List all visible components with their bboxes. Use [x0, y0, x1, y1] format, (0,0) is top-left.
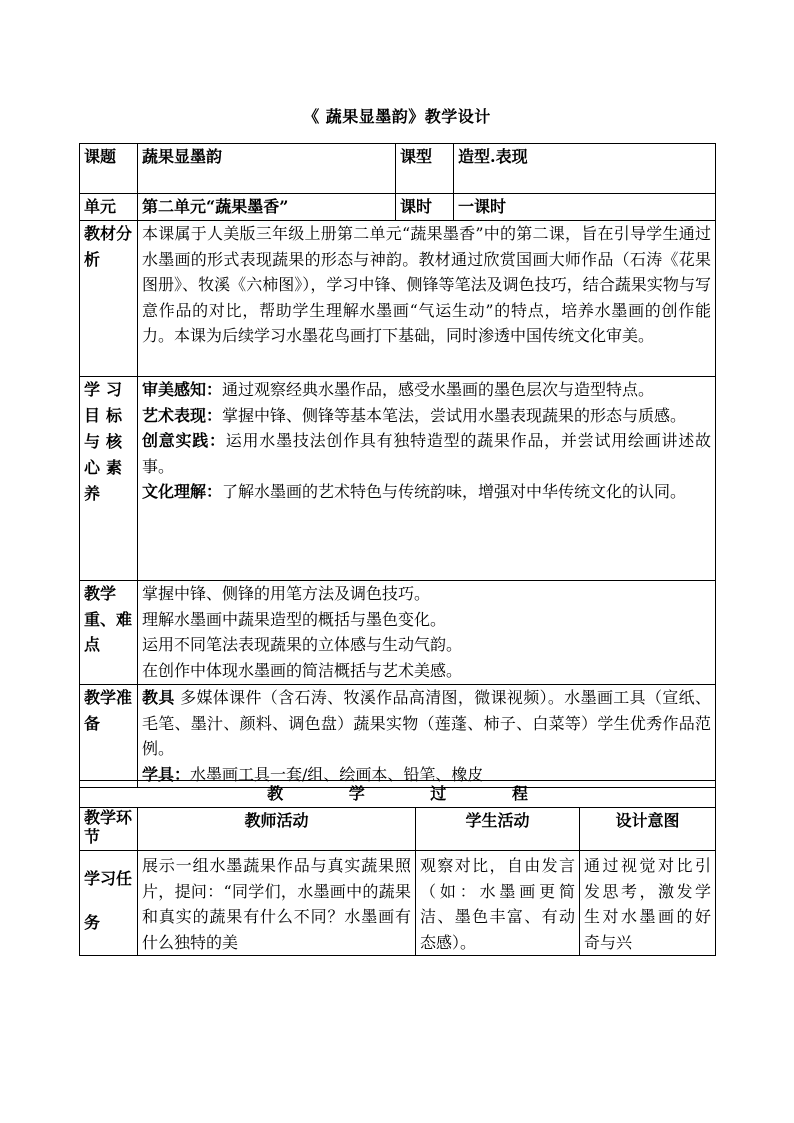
goal-text: 了解水墨画的艺术特色与传统韵味，增强对中华传统文化的认同。	[222, 482, 687, 501]
goal-item	[142, 403, 711, 429]
col-student-header: 学生活动	[416, 808, 580, 851]
goals-content	[138, 377, 716, 581]
process-table	[79, 780, 716, 956]
unit-value: 第二单元“蔬果墨香”	[138, 194, 396, 221]
keypoint-line: 在创作中体现水墨画的简洁概括与艺术美感。	[142, 660, 463, 680]
keypoint-line: 运用不同笔法表现蔬果的立体感与生动气韵。	[142, 635, 463, 654]
process-heading: 教 学 过 程	[80, 781, 716, 808]
col-teacher-header: 教师活动	[138, 808, 416, 851]
goal-head: 创意实践：	[142, 431, 226, 450]
topic-value: 蔬果显墨韵	[138, 144, 396, 194]
col-intent-header: 设计意图	[580, 808, 716, 851]
hours-value: 一课时	[454, 194, 716, 221]
goal-text: 运用水墨技法创作具有独特造型的蔬果作品，并尝试用绘画讲述故事。	[142, 431, 711, 476]
teacher-activity-cell: 展示一组水墨蔬果作品与真实蔬果照片，提问：“同学们，水墨画中的蔬果和真实的蔬果有什么不同？水墨画有什么独特的美	[138, 851, 416, 956]
keypoints-content	[138, 581, 716, 685]
page-title: 《 蔬果显墨韵》教学设计	[303, 107, 491, 126]
prep-content	[138, 685, 716, 788]
keypoints-label: 教学重、难点	[80, 581, 138, 685]
student-activity-cell: 观察对比，自由发言（如：水墨画更简洁、墨色丰富、有动态感）。	[416, 851, 580, 956]
design-intent-cell: 通过视觉对比引发思考，激发学生对水墨画的好奇与兴	[580, 851, 716, 956]
goal-head: 艺术表现：	[142, 405, 223, 425]
goals-label: 学习目标与核心素养	[80, 377, 138, 581]
stage-cell: 学习任务	[80, 851, 138, 956]
goal-head: 文化理解：	[142, 482, 223, 501]
goal-text: 通过观察经典水墨作品，感受水墨画的墨色层次与造型特点。	[222, 380, 655, 399]
type-value: 造型.表现	[454, 144, 716, 194]
goal-text: 掌握中锋、侧锋等基本笔法，尝试用水墨表现蔬果的形态与质感。	[222, 405, 687, 425]
hours-label: 课时	[396, 194, 454, 221]
col-stage-header: 教学环节	[80, 808, 138, 851]
type-label: 课型	[396, 144, 454, 194]
lesson-info-table	[79, 143, 716, 788]
goal-head: 审美感知：	[142, 380, 223, 399]
goal-item	[142, 428, 711, 479]
analysis-label: 教材分析	[80, 221, 138, 377]
prep-student-head: 学具：	[142, 764, 191, 784]
prep-teacher-head: 教具	[142, 688, 175, 707]
keypoint-line: 掌握中锋、侧锋的用笔方法及调色技巧。	[142, 584, 431, 603]
goal-item	[142, 479, 711, 505]
unit-label: 单元	[80, 194, 138, 221]
table-row	[80, 851, 716, 956]
goal-item	[142, 377, 711, 403]
prep-teacher	[142, 685, 711, 762]
prep-label: 教学准备	[80, 685, 138, 788]
prep-student-text: 水墨画工具一套/组、绘画本、铅笔、橡皮	[190, 764, 484, 784]
prep-teacher-text: 多媒体课件（含石涛、牧溪作品高清图，微课视频）。水墨画工具（宣纸、毛笔、墨汁、颜料、调色盘）蔬果实物（莲蓬、柿子、白菜等）学生优秀作品范例。	[142, 688, 711, 758]
topic-label: 课题	[80, 144, 138, 194]
analysis-text: 本课属于人美版三年级上册第二单元“蔬果墨香”中的第二课，旨在引导学生通过水墨画的形式表现蔬果的形态与神韵。教材通过欣赏国画大师作品（石涛《花果图册》、牧溪《六柿图》），学习中锋、侧锋等笔法及调色技巧，结合蔬果实物与写意作品的对比，帮助学生理解水墨画“气运生动”的特点，培养水墨画的创作能力。本课为后续学习水墨花鸟画打下基础，同时渗透中国传统文化审美。	[138, 221, 716, 377]
keypoint-line: 理解水墨画中蔬果造型的概括与墨色变化。	[142, 609, 447, 629]
